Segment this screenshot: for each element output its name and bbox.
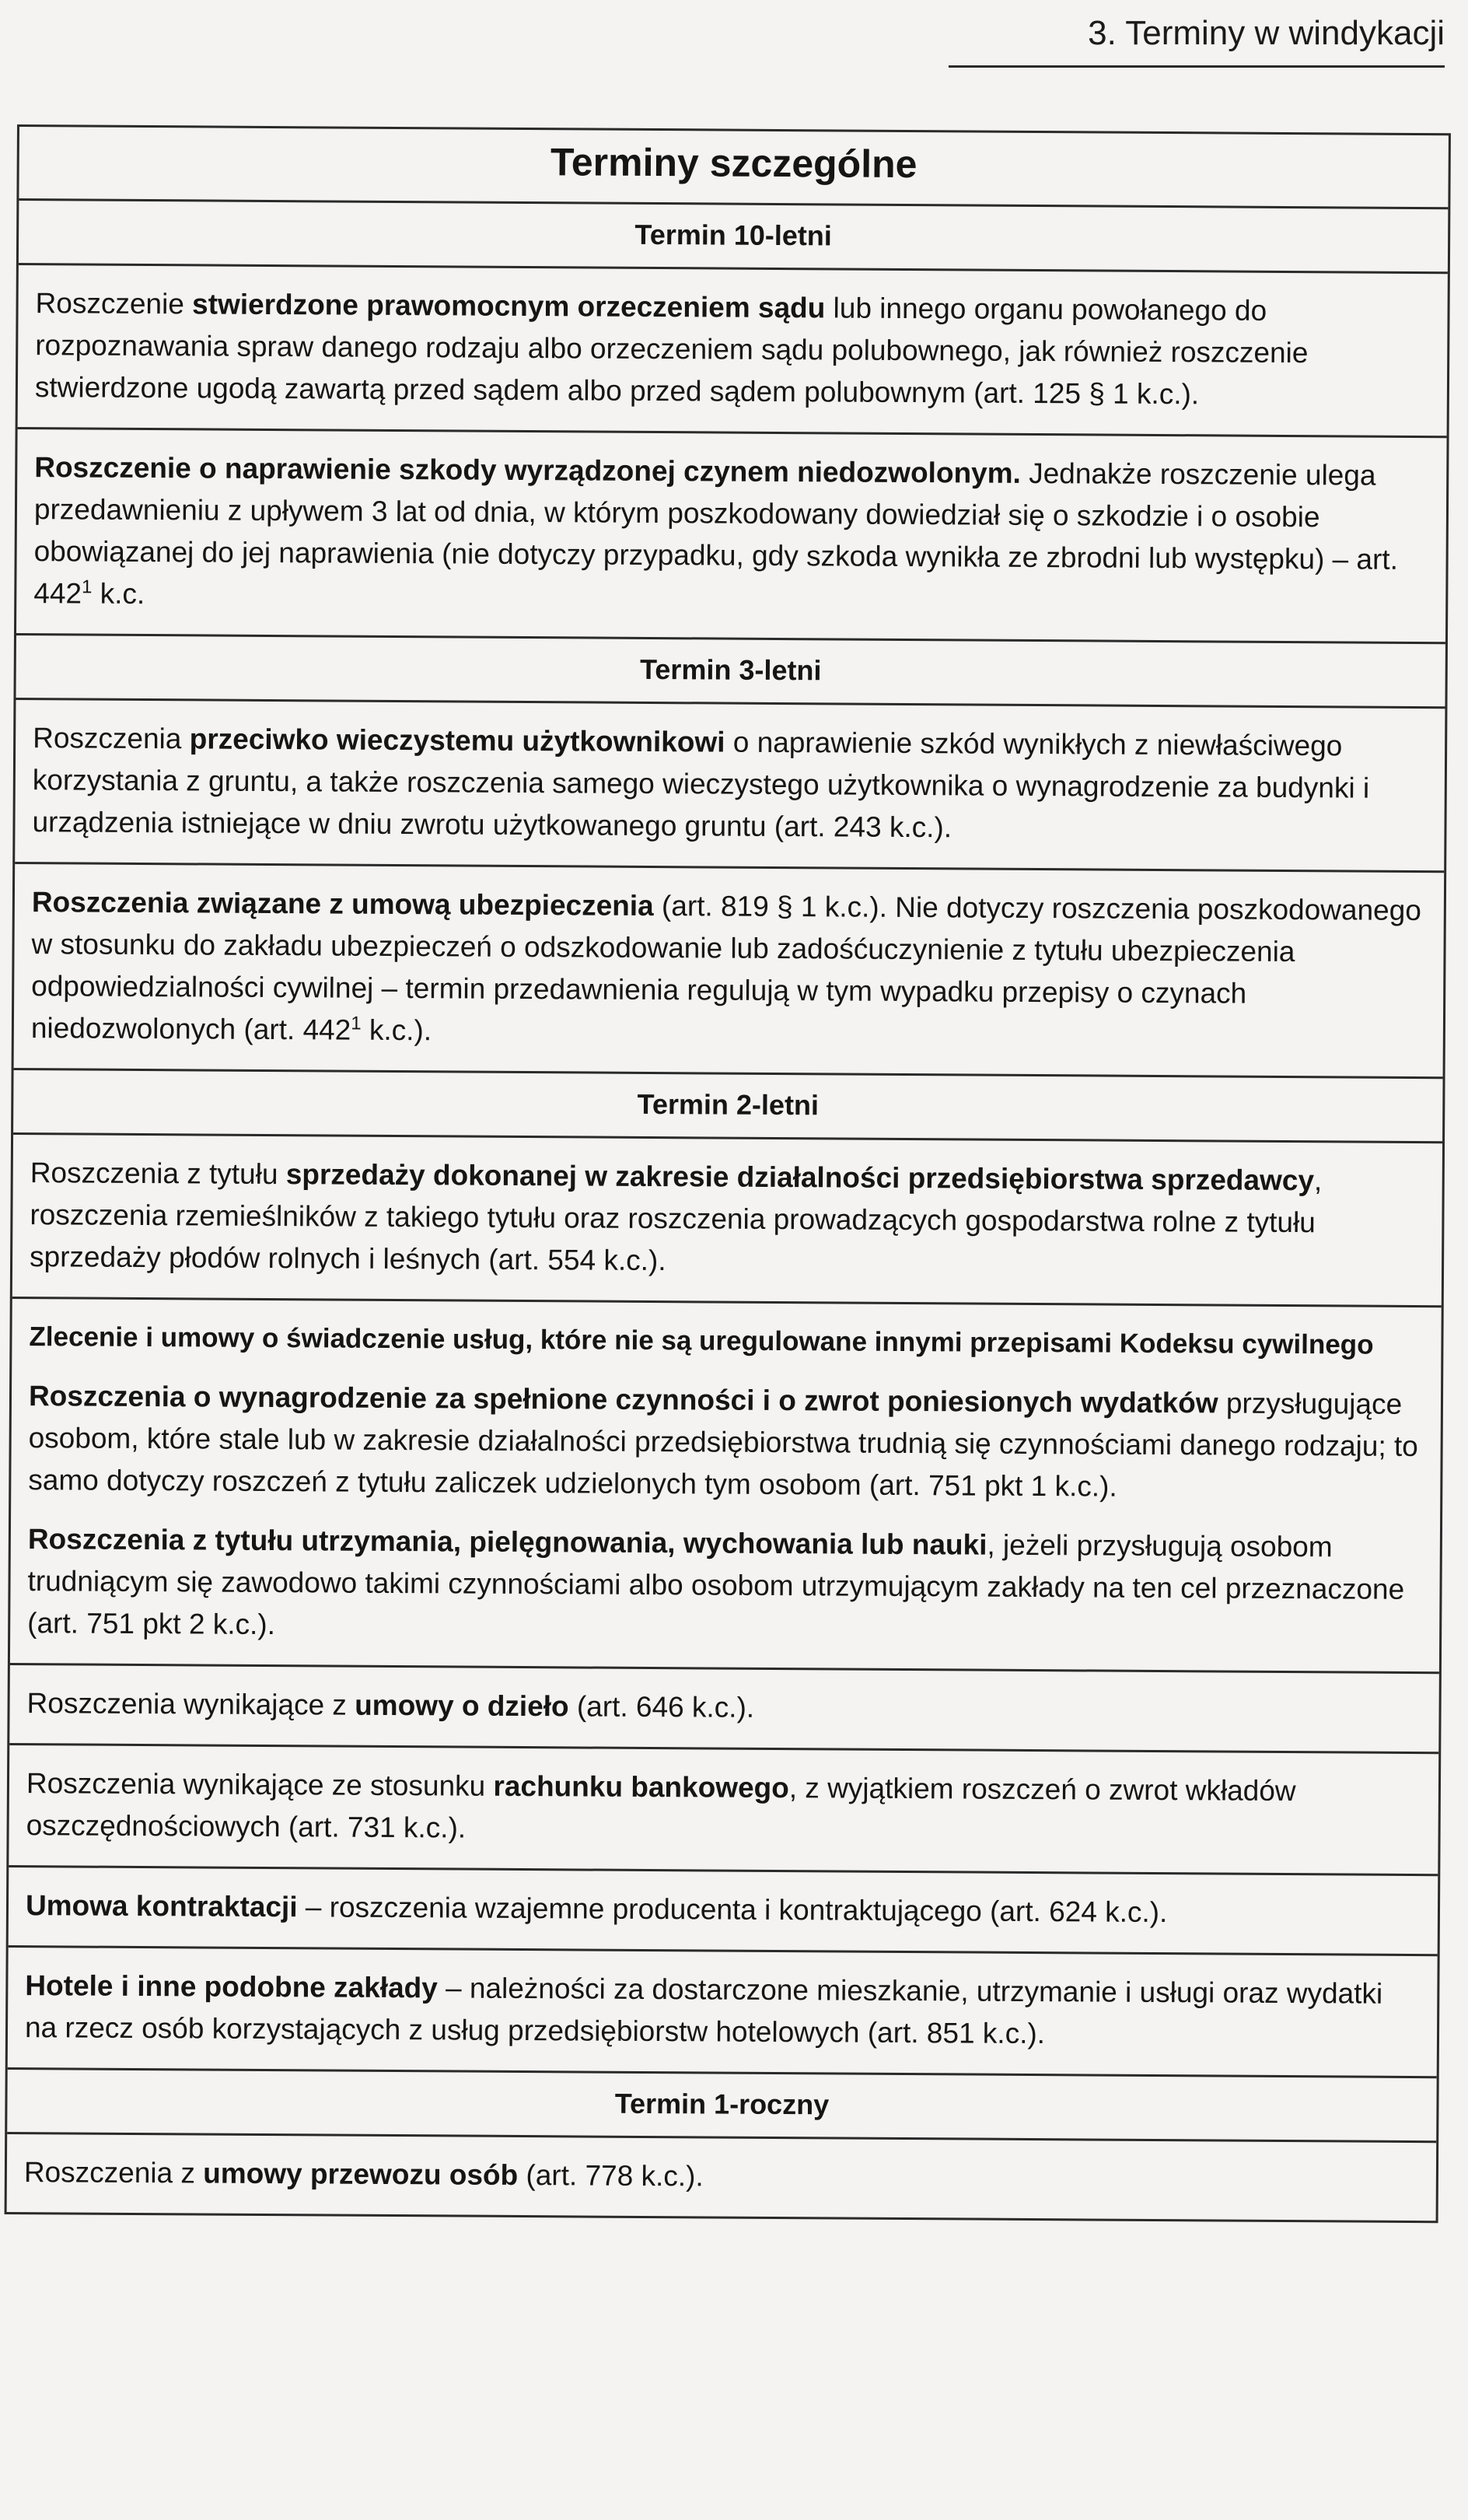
entry-text <box>30 1152 1424 1286</box>
text-run: k.c. <box>92 577 145 611</box>
superscript: 1 <box>351 1013 362 1034</box>
text-run: , roszczenia rzemieślników z takiego tytułu oraz roszczenia prowadzących gospodarstwa rolne z tytułu sprzedaży płodów rolnych i leśnych (art. 554 k.c.). <box>29 1164 1323 1277</box>
entry-text <box>35 282 1429 417</box>
bold-phrase: Hotele i inne podobne zakłady <box>25 1969 438 2004</box>
entry-text <box>25 1965 1419 2057</box>
table-row <box>18 265 1448 438</box>
bold-phrase: sprzedaży dokonanej w zakresie działalności przedsiębiorstwa sprzedawcy <box>285 1158 1315 1197</box>
text-run: , z wyjątkiem roszczeń o zwrot wkładów oszczędnościowych (art. 731 k.c.). <box>26 1772 1296 1844</box>
section-heading: Termin 2-letni <box>13 1070 1442 1143</box>
table-row <box>12 1135 1442 1307</box>
entry-text <box>26 1762 1420 1855</box>
bold-phrase: przeciwko wieczystemu użytkownikowi <box>189 723 725 758</box>
text-run: lub innego organu powołanego do rozpoznawania spraw danego rodzaju albo orzeczeniem sądu polubownego, jak również roszczenie stwierdzone ugodą zawartą przed sądem albo przed sądem polubownym (art. 125 § 1 k.c.). <box>34 292 1309 411</box>
sections-container <box>7 201 1449 2221</box>
text-run: , jeżeli przysługują osobom trudniącym się zawodowo takimi czynnościami albo osobom utrzymującym zakłady na ten cel przeznaczone (art. 751 pkt 2 k.c.). <box>27 1528 1405 1641</box>
entry-text <box>33 446 1428 623</box>
bold-phrase: Umowa kontraktacji <box>25 1889 298 1923</box>
running-head: 3. Terminy w windykacji <box>1088 14 1445 52</box>
text-run: Roszczenia wynikające z <box>26 1687 355 1721</box>
entry-text <box>26 1682 1420 1733</box>
table-row <box>15 700 1445 873</box>
entry-text <box>26 1885 1419 1935</box>
entry-subheading <box>29 1316 1422 1367</box>
superscript: 1 <box>82 576 93 598</box>
text-run: Roszczenia wynikające ze stosunku <box>26 1767 494 1802</box>
text-run: (art. 819 § 1 k.c.). Nie dotyczy roszczenia poszkodowanego w stosunku do zakładu ubezpieczeń o odszkodowanie lub zadośćuczynienie z tytułu ubezpieczenia odpowiedzialności cywilnej – termin przedawnienia regulują w tym wypadku przepisy o czynach niedozwolonych (art. 442 <box>30 890 1421 1046</box>
terms-table <box>5 124 1451 2223</box>
text-run: Roszczenie <box>35 287 193 320</box>
table-row <box>7 2134 1437 2221</box>
bold-phrase: stwierdzone prawomocnym orzeczeniem sądu <box>191 288 826 324</box>
table-row <box>9 1665 1439 1754</box>
bold-phrase: umowy o dzieło <box>355 1689 569 1723</box>
table-row <box>16 429 1447 644</box>
entry-text <box>32 717 1426 852</box>
bold-phrase: umowy przewozu osób <box>203 2157 519 2191</box>
section-heading: Termin 1-roczny <box>7 2070 1436 2143</box>
section-heading: Termin 3-letni <box>16 635 1445 709</box>
table-row <box>9 1745 1438 1876</box>
text-run: – należności za dostarczone mieszkanie, utrzymanie i usługi oraz wydatki na rzecz osób korzystających z usług przedsiębiorstw hotelowych (art. 851 k.c.). <box>24 1972 1383 2050</box>
text-run: (art. 646 k.c.). <box>568 1690 755 1724</box>
table-row <box>14 864 1445 1079</box>
table-row <box>9 1867 1438 1956</box>
text-run: Roszczenia z <box>23 2156 204 2189</box>
bold-phrase: rachunku bankowego <box>493 1769 789 1804</box>
bold-phrase: Roszczenia związane z umową ubezpieczenia <box>31 886 654 922</box>
entry-text <box>31 881 1425 1058</box>
text-run: o naprawienie szkód wynikłych z niewłaściwego korzystania z gruntu, a także roszczenia samego wieczystego użytkownika o wynagrodzenie za budynki i urządzenia istniejące w dniu zwrotu użytkowanego gruntu (art. 243 k.c.). <box>32 726 1370 844</box>
text-run: (art. 778 k.c.). <box>518 2158 704 2193</box>
text-run: przysługujące osobom, które stale lub w zakresie działalności przedsiębiorstwa trudnią się czynnościami danego rodzaju; to samo dotyczy roszczeń z tytułu zaliczek udzielonych tym osobom (art. 751 pkt 1 k.c.). <box>28 1387 1418 1503</box>
entry-text <box>27 1518 1421 1653</box>
entry-text <box>28 1375 1422 1510</box>
running-head-rule <box>949 65 1445 68</box>
text-run: Jednakże roszczenie ulega przedawnieniu z upływem 3 lat od dnia, w którym poszkodowany dowiedział się o szkodzie i o osobie obowiązanej do jej naprawienia (nie dotyczy przypadku, gdy szkoda wynikła ze zbrodni lub występku) – art. 442 <box>33 457 1399 610</box>
table-row <box>8 1948 1438 2078</box>
entry-text <box>24 2151 1417 2202</box>
bold-phrase: Roszczenia o wynagrodzenie za spełnione czynności i o zwrot poniesionych wydatków <box>28 1380 1218 1419</box>
table-row <box>10 1299 1442 1674</box>
text-run: Zlecenie i umowy o świadczenie usług, które nie są uregulowane innymi przepisami Kodeksu cywilnego <box>29 1321 1374 1360</box>
section-heading: Termin 10-letni <box>19 201 1448 274</box>
bold-phrase: Roszczenia z tytułu utrzymania, pielęgnowania, wychowania lub nauki <box>27 1523 987 1561</box>
text-run: k.c.). <box>361 1013 432 1047</box>
text-run: – roszczenia wzajemne producenta i kontraktującego (art. 624 k.c.). <box>297 1891 1168 1929</box>
text-run: Roszczenia <box>33 722 190 755</box>
text-run: Roszczenia z tytułu <box>30 1157 286 1191</box>
bold-phrase: Roszczenie o naprawienie szkody wyrządzonej czynem niedozwolonym. <box>34 451 1022 489</box>
table-title: Terminy szczególne <box>19 127 1449 209</box>
